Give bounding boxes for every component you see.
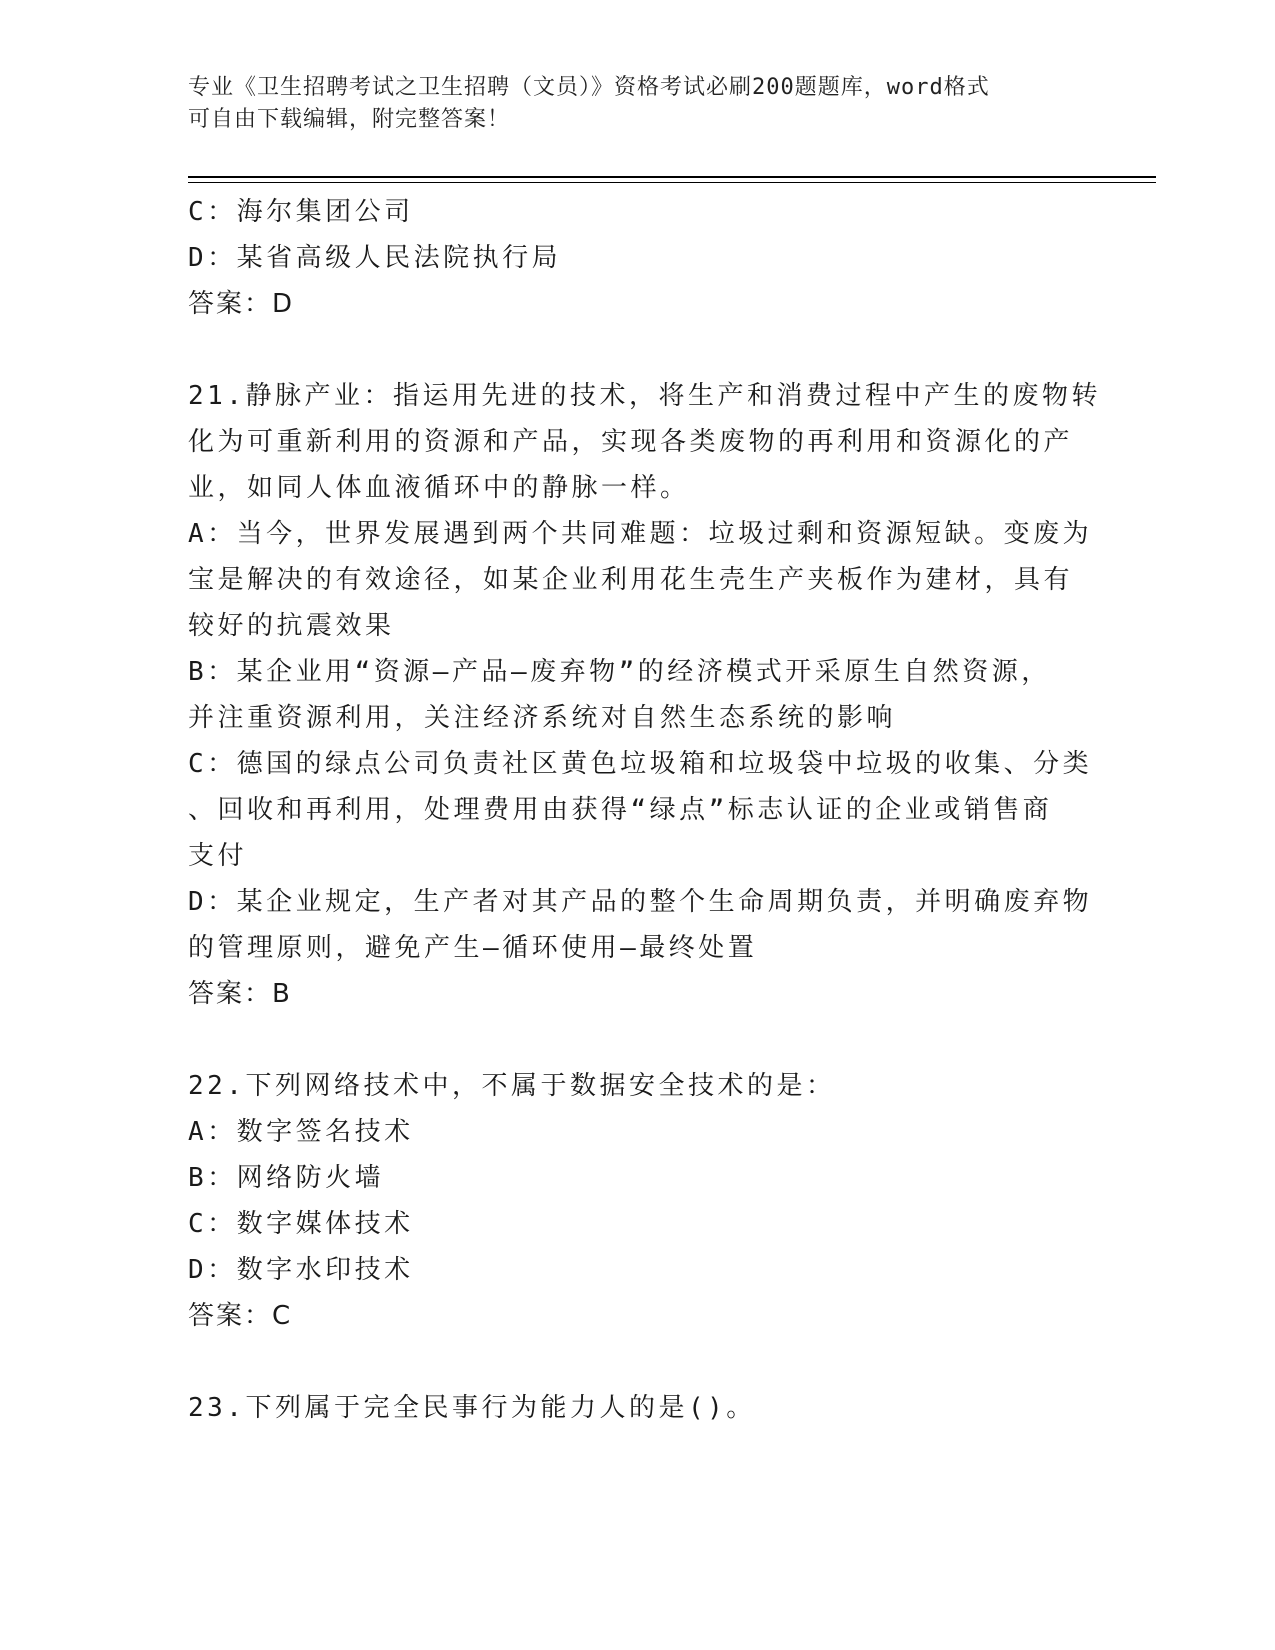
q22-stem: 22.下列网络技术中，不属于数据安全技术的是： xyxy=(188,1071,836,1101)
q22-option-b: B：网络防火墙 xyxy=(188,1163,385,1193)
q20-option-d: D：某省高级人民法院执行局 xyxy=(188,243,562,273)
q23-stem: 23.下列属于完全民事行为能力人的是()。 xyxy=(188,1393,756,1423)
q20-option-c: C：海尔集团公司 xyxy=(188,197,414,227)
q22-option-a: A：数字签名技术 xyxy=(188,1117,414,1147)
q20-answer: 答案：D xyxy=(188,289,295,319)
q22-answer: 答案：C xyxy=(188,1301,293,1331)
q21-stem-line-2: 化为可重新利用的资源和产品，实现各类废物的再利用和资源化的产 xyxy=(188,427,1074,457)
q21-answer: 答案：B xyxy=(188,979,292,1009)
question-21 xyxy=(188,373,1101,1017)
question-23 xyxy=(188,1385,1088,1431)
q21-option-a-line-1: A：当今，世界发展遇到两个共同难题：垃圾过剩和资源短缺。变废为 xyxy=(188,519,1093,549)
header-rule-thin xyxy=(188,182,1156,183)
header-line-1: 专业《卫生招聘考试之卫生招聘（文员）》资格考试必刷200题题库，word格式 xyxy=(188,75,990,100)
spacer xyxy=(188,327,1088,373)
q21-option-c-line-2: 、回收和再利用，处理费用由获得“绿点”标志认证的企业或销售商 xyxy=(188,795,1053,825)
q21-option-c-line-3: 支付 xyxy=(188,841,248,871)
q22-option-d: D：数字水印技术 xyxy=(188,1255,414,1285)
q21-option-d-line-1: D：某企业规定，生产者对其产品的整个生命周期负责，并明确废弃物 xyxy=(188,887,1093,917)
q21-stem-line-1: 21.静脉产业：指运用先进的技术，将生产和消费过程中产生的废物转 xyxy=(188,381,1101,411)
header-rule-thick xyxy=(188,176,1156,178)
document-header xyxy=(188,72,1088,136)
spacer xyxy=(188,1339,1088,1385)
document-body xyxy=(188,189,1101,1431)
q22-option-c: C：数字媒体技术 xyxy=(188,1209,414,1239)
q21-option-a-line-2: 宝是解决的有效途径，如某企业利用花生壳生产夹板作为建材，具有 xyxy=(188,565,1074,595)
q21-option-b-line-2: 并注重资源利用，关注经济系统对自然生态系统的影响 xyxy=(188,703,897,733)
q21-option-a-line-3: 较好的抗震效果 xyxy=(188,611,395,641)
q21-option-c-line-1: C：德国的绿点公司负责社区黄色垃圾箱和垃圾袋中垃圾的收集、分类 xyxy=(188,749,1093,779)
q21-stem-line-3: 业，如同人体血液循环中的静脉一样。 xyxy=(188,473,690,503)
question-22 xyxy=(188,1063,1088,1339)
spacer xyxy=(188,1017,1088,1063)
header-line-2: 可自由下载编辑，附完整答案！ xyxy=(188,107,511,132)
q21-option-d-line-2: 的管理原则，避免产生—循环使用—最终处置 xyxy=(188,933,758,963)
q21-option-b-line-1: B：某企业用“资源—产品—废弃物”的经济模式开采原生自然资源， xyxy=(188,657,1051,687)
question-20 xyxy=(188,189,1088,327)
